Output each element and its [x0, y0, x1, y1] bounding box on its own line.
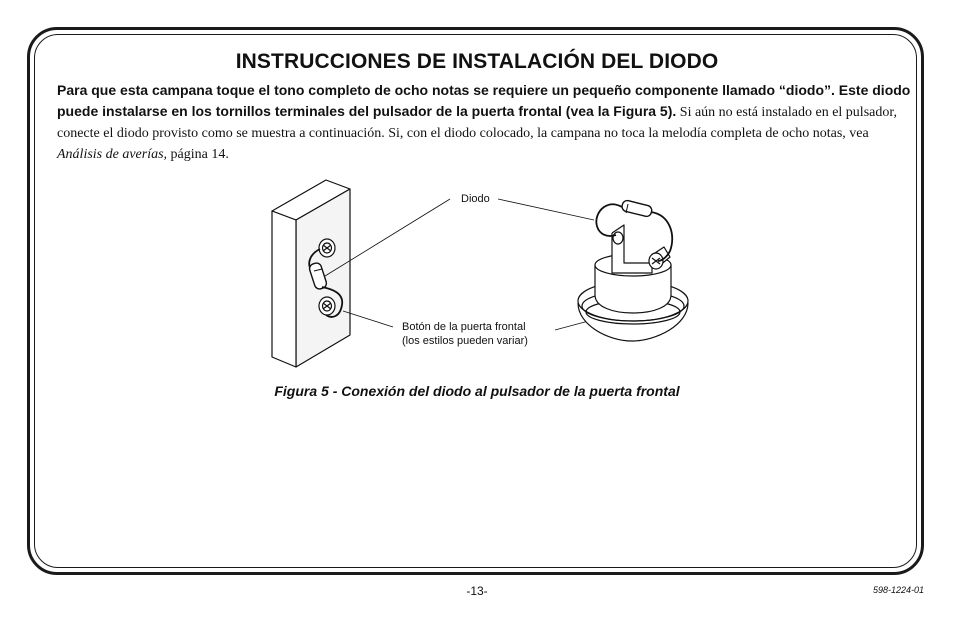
- figure-caption: Figura 5 - Conexión del diodo al pulsador de la puerta frontal: [274, 383, 680, 399]
- intro-bold-text: Para que esta campana toque el tono completo de ocho notas se requiere un pequeño componente llamado “diodo”. Este diodo puede instalarse en los tornillos terminales del pulsador de la puerta frontal (vea la Figura 5).: [57, 82, 911, 119]
- button-label-line2: (los estilos pueden variar): [402, 335, 528, 347]
- intro-paragraph: [57, 80, 917, 165]
- diode-leader-right: [498, 199, 594, 220]
- intro-serif-text-2: página 14.: [167, 147, 229, 162]
- diode-label: Diodo: [461, 193, 490, 205]
- wall-plate-icon: [272, 180, 350, 367]
- page-number: -13-: [466, 584, 488, 598]
- push-button-icon: [578, 200, 688, 341]
- document-code: 598-1224-01: [872, 585, 924, 595]
- page-title: INSTRUCCIONES DE INSTALACIÓN DEL DIODO: [235, 50, 719, 73]
- button-label-line1: Botón de la puerta frontal: [402, 321, 526, 333]
- intro-serif-italic: [57, 147, 167, 162]
- intro-italic-reference: Análisis de averías,: [57, 147, 168, 162]
- intro-serif-text-1: Si aún no está instalado en el pulsador, conecte el diodo provisto como se muestra a continuación. Si, con el diodo colocado, la campana no toca la melodía completa de ocho notas, vea: [57, 105, 897, 141]
- figure-5: [260, 175, 700, 375]
